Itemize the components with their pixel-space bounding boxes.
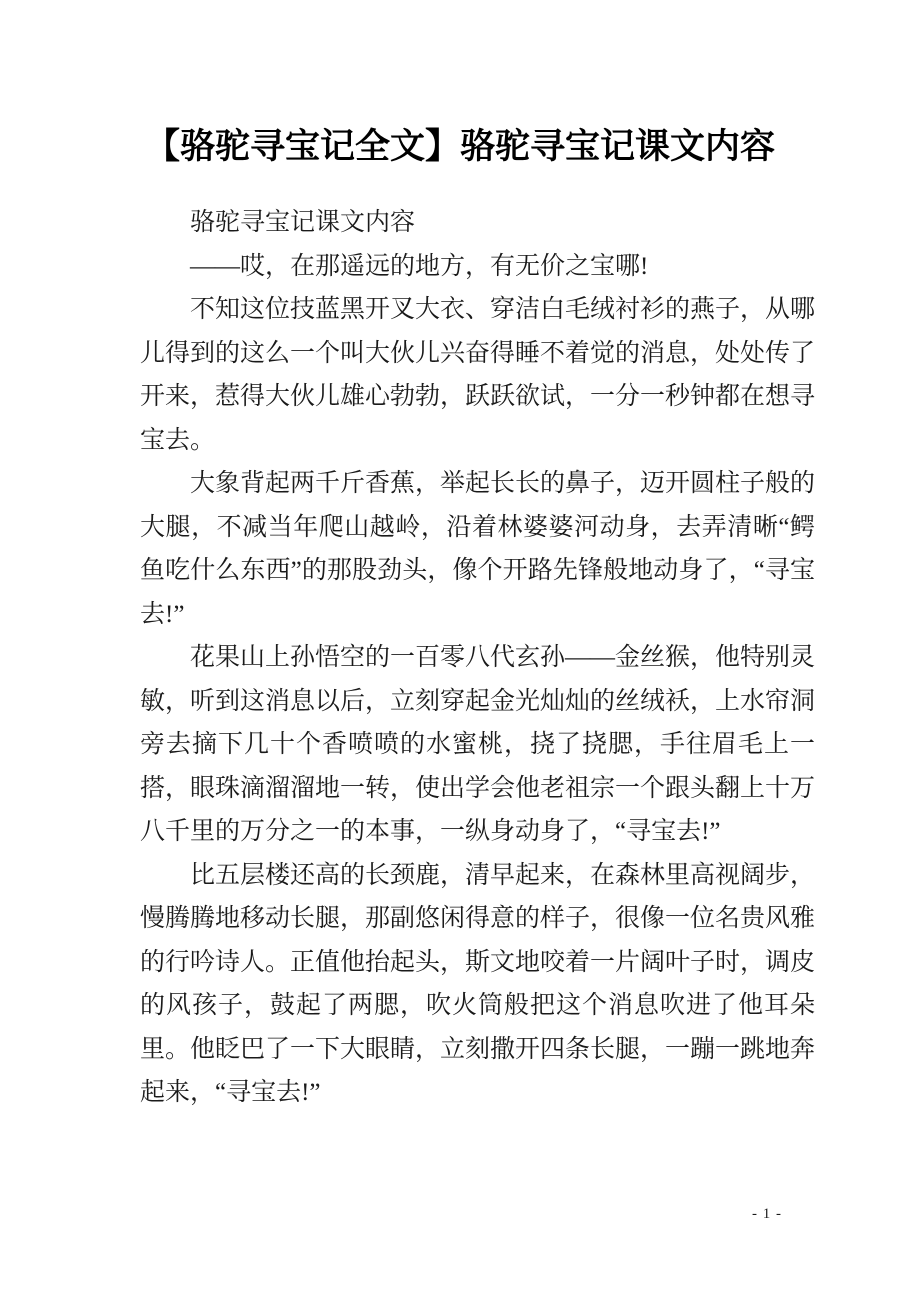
paragraph-elephant: 大象背起两千斤香蕉，举起长长的鼻子，迈开圆柱子般的大腿，不减当年爬山越岭，沿着林婆婆河动身，去弄清晰“鳄鱼吃什么东西”的那股劲头，像个开路先锋般地动身了，“寻宝去!” [140, 470, 816, 628]
paragraph-intro-quote: ——哎，在那遥远的地方，有无价之宝哪! [190, 252, 649, 280]
paragraph-monkey: 花果山上孙悟空的一百零八代玄孙——金丝猴，他特别灵敏，听到这消息以后，立刻穿起金光灿灿的丝绒袄，上水帘洞旁去摘下几十个香喷喷的水蜜桃，挠了挠腮，手往眉毛上一搭，眼珠滴溜溜地一转，使出学会他老祖宗一个跟头翻上十万八千里的万分之一的本事，一纵身动身了，“寻宝去!” [140, 644, 816, 845]
paragraph-giraffe: 比五层楼还高的长颈鹿，清早起来，在森林里高视阔步，慢腾腾地移动长腿，那副悠闲得意的样子，很像一位名贵风雅的行吟诗人。正值他抬起头，斯文地咬着一片阔叶子时，调皮的风孩子，鼓起了两腮，吹火筒般把这个消息吹进了他耳朵里。他眨巴了一下大眼睛，立刻撒开四条长腿，一蹦一跳地奔起来，“寻宝去!” [140, 861, 816, 1106]
document-title: 【骆驼寻宝记全文】骆驼寻宝记课文内容 [144, 127, 775, 166]
page-number: - 1 - [752, 1206, 782, 1222]
document-body [140, 201, 815, 1115]
paragraph-swallow: 不知这位技蓝黑开叉大衣、穿洁白毛绒衬衫的燕子，从哪儿得到的这么一个叫大伙儿兴奋得睡不着觉的消息，处处传了开来，惹得大伙儿雄心勃勃，跃跃欲试，一分一秒钟都在想寻宝去。 [140, 296, 816, 454]
paragraph-subtitle: 骆驼寻宝记课文内容 [190, 209, 416, 236]
